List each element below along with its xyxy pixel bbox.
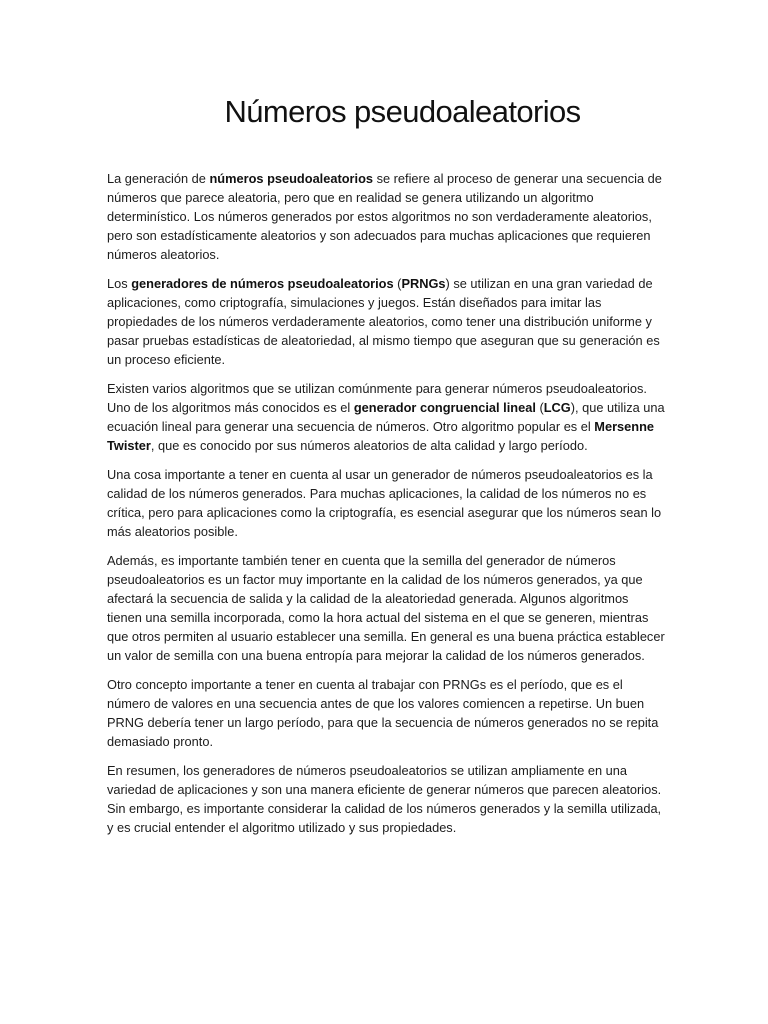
text-segment: Existen varios algoritmos que se utilizan comúnmente para generar números pseudoaleatorios. Uno de los algoritmos más conocidos es el: [107, 381, 647, 415]
bold-term: PRNGs: [401, 276, 446, 291]
bold-term: Mersenne Twister: [107, 419, 655, 453]
page-title: Números pseudoaleatorios: [224, 94, 581, 129]
text-segment: En resumen, los generadores de números pseudoaleatorios se utilizan ampliamente en una variedad de aplicaciones y son una manera eficiente de generar números que parecen aleatorios. Sin embargo, es importante considerar la calidad de los números generados y la semilla utilizada, y es crucial entender el algoritmo utilizado y sus propiedades.: [107, 763, 662, 835]
document-body: [107, 169, 665, 847]
paragraph-3: [107, 379, 665, 455]
text-segment: ), que utiliza una ecuación lineal para generar una secuencia de números. Otro algoritmo popular es el: [107, 400, 665, 434]
bold-term: LCG: [543, 400, 571, 415]
bold-term: generador congruencial lineal: [353, 400, 536, 415]
text-segment: Los: [107, 276, 132, 291]
text-segment: Otro concepto importante a tener en cuenta al trabajar con PRNGs es el período, que es el número de valores en una secuencia antes de que los valores comiencen a repetirse. Un buen PRNG debería tener un largo período, para que la secuencia de números generados no se repita demasiado pronto.: [107, 677, 659, 749]
text-segment: se refiere al proceso de generar una secuencia de números que parece aleatoria, pero que en realidad se genera utilizando un algoritmo determinístico. Los números generados por estos algoritmos no son verdaderamente aleatorios, pero son estadísticamente aleatorios y son adecuados para muchas aplicaciones que requieren números aleatorios.: [107, 171, 662, 262]
paragraph-7: [107, 761, 665, 837]
paragraph-5: [107, 551, 665, 665]
paragraph-2: [107, 274, 665, 369]
text-segment: Una cosa importante a tener en cuenta al usar un generador de números pseudoaleatorios es la calidad de los números generados. Para muchas aplicaciones, la calidad de los números no es crítica, pero para aplicaciones como la criptografía, es esencial asegurar que los números sean lo más aleatorios posible.: [107, 467, 662, 539]
paragraph-4: [107, 465, 665, 541]
text-segment: Además, es importante también tener en cuenta que la semilla del generador de números pseudoaleatorios es un factor muy importante en la calidad de los números generados, ya que afectará la secuencia de salida y la calidad de la aleatoriedad generada. Algunos algoritmos tienen una semilla incorporada, como la hora actual del sistema en el que se generen, mientras que otros permiten al usuario establecer una semilla. En general es una buena práctica establecer un valor de semilla con una buena entropía para mejorar la calidad de los números generados.: [107, 553, 665, 663]
text-segment: ) se utilizan en una gran variedad de aplicaciones, como criptografía, simulaciones y juegos. Están diseñados para imitar las propiedades de los números verdaderamente aleatorios, como tener una distribución uniforme y pasar pruebas estadísticas de aleatoriedad, al mismo tiempo que aseguran que su generación es un proceso eficiente.: [107, 276, 660, 367]
paragraph-6: [107, 675, 665, 751]
text-segment: (: [393, 276, 402, 291]
text-segment: , que es conocido por sus números aleatorios de alta calidad y largo período.: [150, 438, 588, 453]
bold-term: generadores de números pseudoaleatorios: [131, 276, 394, 291]
text-segment: (: [535, 400, 544, 415]
paragraph-1: [107, 169, 665, 264]
text-segment: La generación de: [107, 171, 210, 186]
bold-term: números pseudoaleatorios: [209, 171, 374, 186]
